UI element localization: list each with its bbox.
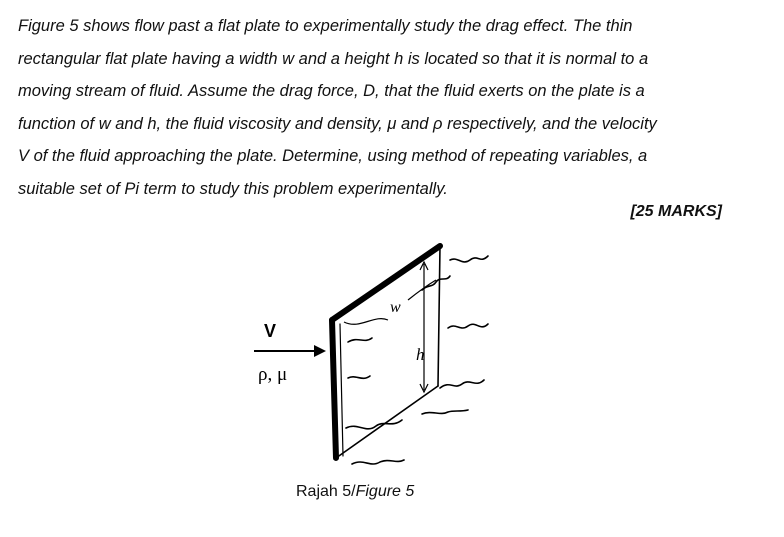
question-line-1: Figure 5 shows flow past a flat plate to experimentally study the drag effect. The thin bbox=[18, 17, 633, 35]
plate-leading-edge bbox=[332, 320, 336, 458]
flat-plate-figure bbox=[240, 238, 510, 470]
question-line-5: V of the fluid approaching the plate. Determine, using method of repeating variables, a bbox=[18, 147, 648, 165]
fluid-properties-label: ρ, μ bbox=[258, 364, 288, 385]
question-line-3: moving stream of fluid. Assume the drag force, D, that the fluid exerts on the plate is a bbox=[18, 82, 645, 100]
plate-edge-thickness bbox=[340, 324, 343, 456]
figure-caption bbox=[296, 483, 414, 501]
height-dimension bbox=[420, 262, 428, 392]
height-label: h bbox=[416, 345, 425, 364]
caption-english: Figure 5 bbox=[355, 483, 415, 500]
width-label: w bbox=[390, 299, 401, 316]
flow-arrow bbox=[254, 345, 326, 357]
plate-back-edge bbox=[438, 246, 440, 386]
velocity-label: V bbox=[264, 321, 277, 341]
marks-label: [25 MARKS] bbox=[630, 203, 722, 220]
question-line-2: rectangular flat plate having a width w and a height h is located so that it is normal to a bbox=[18, 49, 649, 68]
question-text bbox=[18, 10, 738, 205]
caption-prefix: Rajah 5/ bbox=[296, 483, 356, 500]
question-line-4: function of w and h, the fluid viscosity and density, μ and ρ respectively, and the velocity bbox=[18, 114, 657, 133]
question-line-6: suitable set of Pi term to study this problem experimentally. bbox=[18, 179, 448, 198]
plate-bottom-edge bbox=[336, 386, 438, 458]
